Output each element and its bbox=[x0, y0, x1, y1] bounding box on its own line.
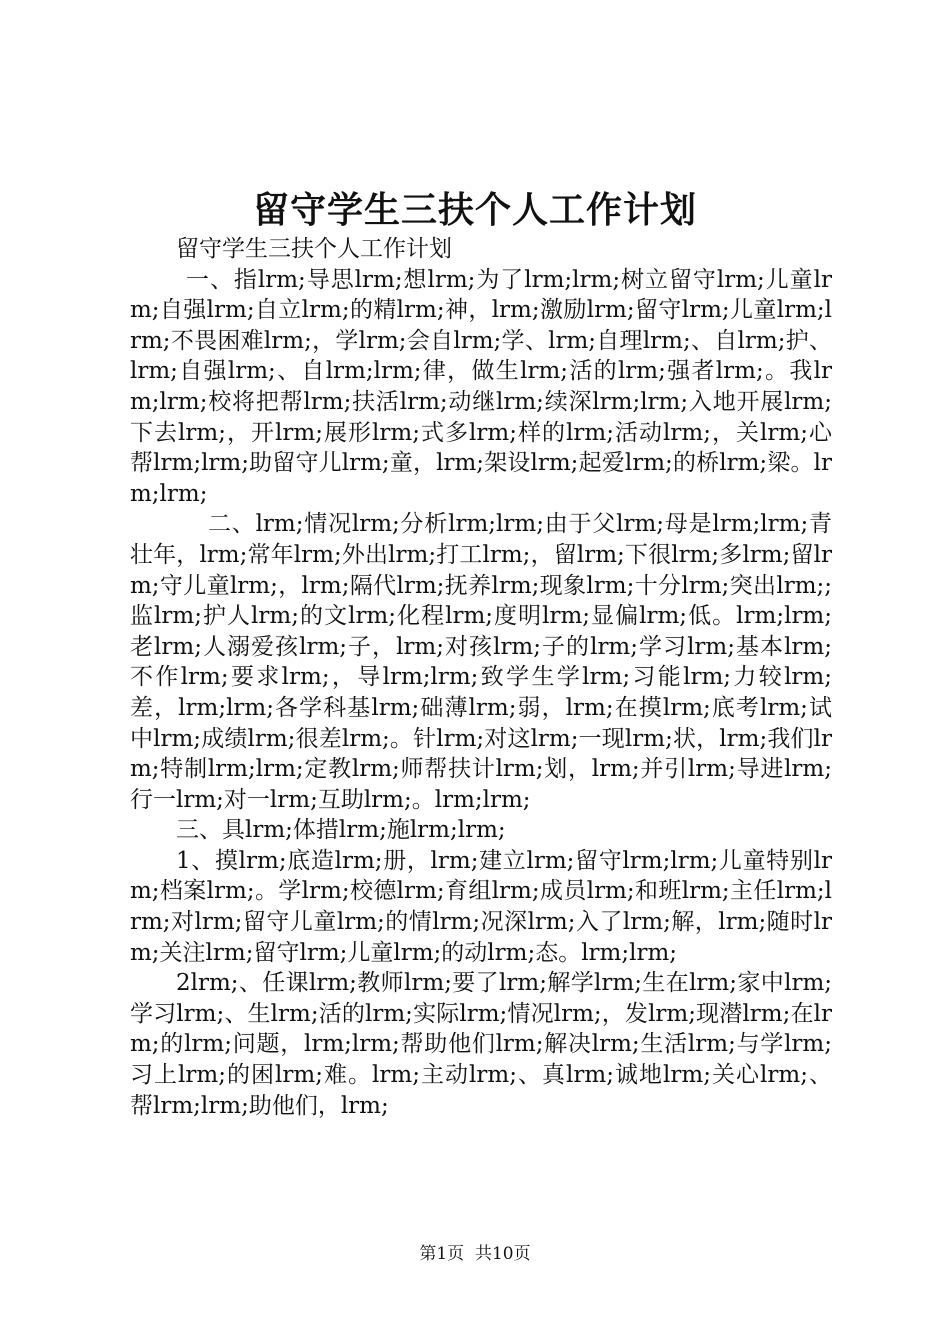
body-paragraph-measure-2: 2lrm;、任课lrm;教师lrm;要了lrm;解学lrm;生在lrm;家中lrm;学习lrm;、生lrm;活的lrm;实际lrm;情况lrm;，发lrm;现潜lrm;在lrm;的lrm;问题，lrm;lrm;帮助他们lrm;解决lrm;生活lrm;与学lrm;习上lrm;的困lrm;难。lrm;主动lrm;、真lrm;诚地lrm;关心lrm;、帮lrm;lrm;助他们，lrm; bbox=[130, 970, 832, 1119]
document-body bbox=[130, 234, 832, 1121]
page-number-footer: 第1页 共10页 bbox=[419, 1244, 531, 1264]
document-title: 留守学生三扶个人工作计划 bbox=[252, 189, 697, 231]
body-paragraph-guiding-thought: 一、指lrm;导思lrm;想lrm;为了lrm;lrm;树立留守lrm;儿童lrm;自强lrm;自立lrm;的精lrm;神，lrm;激励lrm;留守lrm;儿童lrm;lrm;不畏困难lrm;，学lrm;会自lrm;学、lrm;自理lrm;、自lrm;护、lrm;自强lrm;、自lrm;lrm;律，做生lrm;活的lrm;强者lrm;。我lrm;lrm;校将把帮lrm;扶活lrm;动继lrm;续深lrm;lrm;入地开展lrm;下去lrm;，开lrm;展形lrm;式多lrm;样的lrm;活动lrm;，关lrm;心帮lrm;lrm;助留守儿lrm;童，lrm;架设lrm;起爱lrm;的桥lrm;梁。lrm;lrm; bbox=[130, 266, 832, 507]
body-paragraph-subtitle: 留守学生三扶个人工作计划 bbox=[176, 236, 452, 262]
body-paragraph-measure-1: 1、摸lrm;底造lrm;册，lrm;建立lrm;留守lrm;lrm;儿童特别lrm;档案lrm;。学lrm;校德lrm;育组lrm;成员lrm;和班lrm;主任lrm;lrm;对lrm;留守儿童lrm;的情lrm;况深lrm;入了lrm;解，lrm;随时lrm;关注lrm;留守lrm;儿童lrm;的动lrm;态。lrm;lrm; bbox=[130, 847, 832, 966]
body-paragraph-situation-analysis: 二、lrm;情况lrm;分析lrm;lrm;由于父lrm;母是lrm;lrm;青壮年，lrm;常年lrm;外出lrm;打工lrm;，留lrm;下很lrm;多lrm;留lrm;守儿童lrm;，lrm;隔代lrm;抚养lrm;现象lrm;十分lrm;突出lrm;;监lrm;护人lrm;的文lrm;化程lrm;度明lrm;显偏lrm;低。lrm;lrm;老lrm;人溺爱孩lrm;子，lrm;对孩lrm;子的lrm;学习lrm;基本lrm;不作lrm;要求lrm;，导lrm;lrm;致学生学lrm;习能lrm;力较lrm;差，lrm;lrm;各学科基lrm;础薄lrm;弱，lrm;在摸lrm;底考lrm;试中lrm;成绩lrm;很差lrm;。针lrm;对这lrm;一现lrm;状，lrm;我们lrm;特制lrm;lrm;定教lrm;师帮扶计lrm;划，lrm;并引lrm;导进lrm;行一lrm;对一lrm;互助lrm;。lrm;lrm; bbox=[130, 511, 832, 813]
body-paragraph-measures-heading: 三、具lrm;体措lrm;施lrm;lrm; bbox=[176, 817, 506, 844]
